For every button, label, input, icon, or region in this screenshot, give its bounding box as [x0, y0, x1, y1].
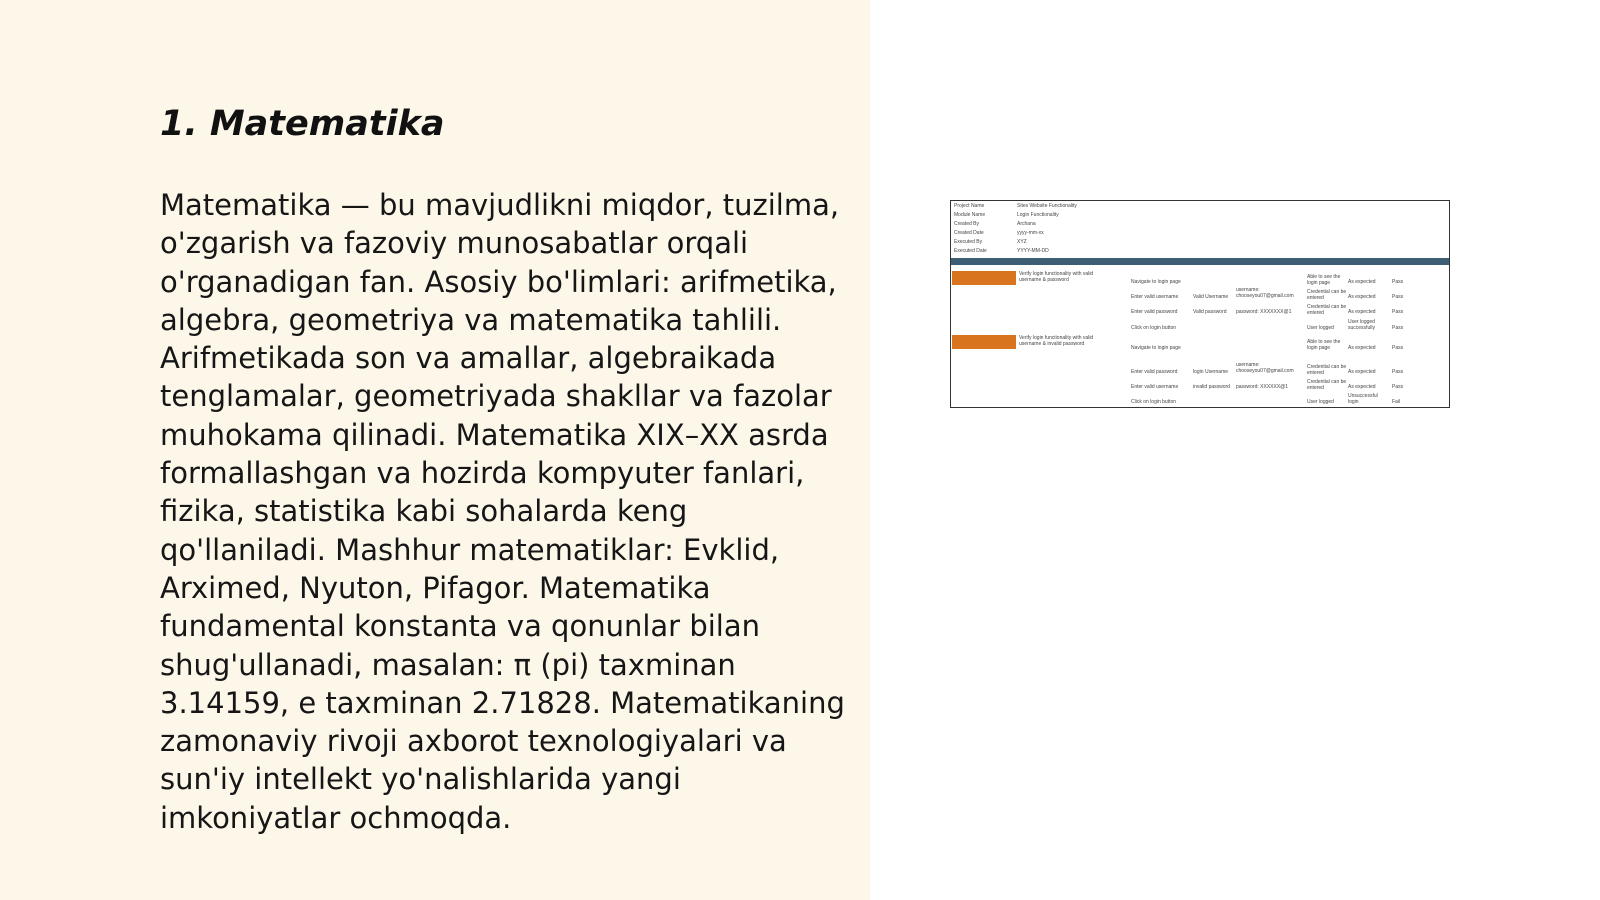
meta-row: Executed Date YYYY-MM-DD [954, 248, 1049, 254]
slide-title: 1. Matematika [160, 104, 445, 144]
status-text: Pass [1392, 294, 1404, 300]
slide-body-text: Matematika — bu mavjudlikni miqdor, tuzilma, o'zgarish va fazoviy munosabatlar orqali o'rganadigan fan. Asosiy bo'limlari: arifmetika, algebra, geometriya va matematika tahlili. Arifmetikada son va amallar, algebraikada tenglamalar, geometriyada shakllar va fazolar muhokama qilinadi. Matematika XIX–XX asrda formallashgan va hozirda kompyuter fanlari, fizika, statistika kabi sohalarda keng qo'llaniladi. Mashhur matematiklar: Evklid, Arximed, Nyuton, Pifagor. Matematika fundamental konstanta va qonunlar bilan shug'ullanadi, masalan: π (pi) taxminan 3.14159, e taxminan 2.71828. Matematikaning zamonaviy rivoji axborot texnologiyalari va sun'iy intellekt yo'nalishlarida yangi imkoniyatlar ochmoqda. [160, 188, 845, 835]
meta-row: Created Date yyyy-mm-xx [954, 230, 1044, 236]
test-data-text: Valid password [1193, 309, 1227, 315]
value-text: password: XXXXXX@1 [1236, 384, 1289, 390]
status-text: Pass [1392, 325, 1404, 331]
actual-text: As expected [1348, 369, 1376, 375]
status-text: Pass [1392, 345, 1404, 351]
step-text: Navigate to login page [1131, 279, 1181, 285]
scenario-id-cell [952, 271, 1016, 285]
actual-text: As expected [1348, 309, 1376, 315]
table-header-bar [951, 258, 1449, 265]
expected-text: Credential can be entered [1307, 289, 1347, 301]
status-text: Pass [1392, 384, 1404, 390]
value-text: username: chooseyou07@gmail.com [1236, 287, 1294, 299]
step-text: Enter valid password [1131, 309, 1178, 315]
test-data-text: login Username [1193, 369, 1229, 375]
value-text: username: chooseyou07@gmail.com [1236, 362, 1294, 374]
step-text: Enter valid username [1131, 294, 1179, 300]
test-case-table-image [950, 200, 1450, 408]
expected-text: User logged [1307, 325, 1334, 331]
step-text: Enter valid password [1131, 369, 1178, 375]
meta-row: Created By Archana [954, 221, 1036, 227]
actual-text: As expected [1348, 345, 1376, 351]
status-text: Pass [1392, 369, 1404, 375]
expected-text: User logged [1307, 399, 1334, 405]
actual-text: As expected [1348, 279, 1376, 285]
step-text: Navigate to login page [1131, 345, 1181, 351]
status-text: Fail [1392, 399, 1401, 405]
image-panel [870, 0, 1600, 900]
step-text: Click on login button [1131, 325, 1177, 331]
expected-text: Credential can be entered [1307, 379, 1347, 391]
test-data-text: invalid password [1193, 384, 1230, 390]
step-text: Enter valid username [1131, 384, 1179, 390]
expected-text: Able to see the login page [1307, 339, 1341, 351]
status-text: Pass [1392, 309, 1404, 315]
expected-text: Able to see the login page [1307, 274, 1341, 286]
scenario-text: Verify login functionality with valid username & invalid password [1019, 335, 1094, 347]
scenario-id-cell [952, 335, 1016, 349]
meta-row: Module Name Login Functionality [954, 212, 1059, 218]
meta-row: Project Name Sites Website Functionality [954, 203, 1077, 209]
status-text: Pass [1392, 279, 1404, 285]
expected-text: Credential can be entered [1307, 304, 1347, 316]
actual-text: Unsuccessful login [1348, 393, 1378, 405]
step-text: Click on login button [1131, 399, 1177, 405]
expected-text: Credential can be entered [1307, 364, 1347, 376]
actual-text: As expected [1348, 294, 1376, 300]
actual-text: User logged successfully [1348, 319, 1375, 331]
actual-text: As expected [1348, 384, 1376, 390]
test-data-text: Valid Username [1193, 294, 1229, 300]
meta-row: Executed By XYZ [954, 239, 1027, 245]
scenario-text: Verify login functionality with valid username & password [1019, 271, 1094, 283]
value-text: password: XXXXXXX@1 [1236, 309, 1292, 315]
